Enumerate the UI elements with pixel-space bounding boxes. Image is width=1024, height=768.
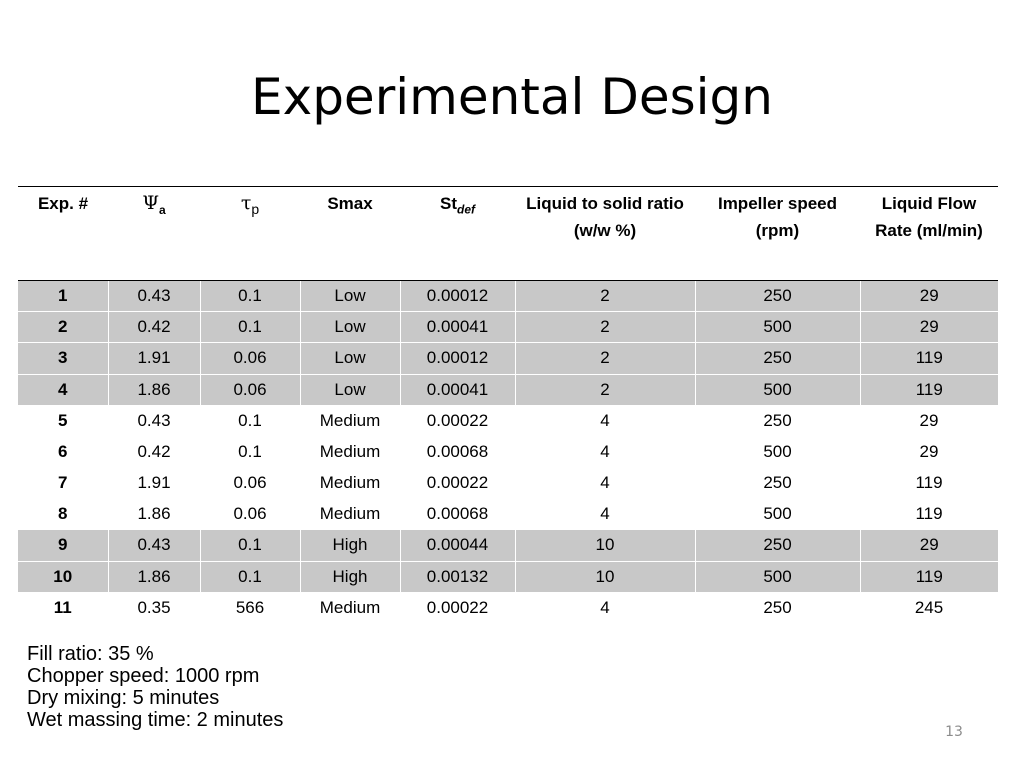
cell-liquid-flow-rate: 245 bbox=[860, 592, 998, 623]
cell-liquid-solid-ratio: 4 bbox=[515, 405, 695, 436]
table-row bbox=[18, 468, 998, 499]
cell-exp-number: 3 bbox=[18, 343, 108, 374]
table-body bbox=[18, 281, 998, 624]
cell-tau-p: 0.1 bbox=[200, 436, 300, 467]
note-wet-massing-time: Wet massing time: 2 minutes bbox=[27, 709, 284, 731]
cell-psi-a: 0.43 bbox=[108, 405, 200, 436]
cell-psi-a: 0.43 bbox=[108, 530, 200, 561]
cell-smax: High bbox=[300, 530, 400, 561]
cell-impeller-speed: 500 bbox=[695, 436, 860, 467]
page-number: 13 bbox=[945, 724, 963, 740]
cell-tau-p: 0.1 bbox=[200, 561, 300, 592]
cell-tau-p: 0.06 bbox=[200, 468, 300, 499]
cell-st-def: 0.00022 bbox=[400, 592, 515, 623]
header-liquid-solid-ratio: Liquid to solid ratio (w/w %) bbox=[515, 187, 695, 281]
cell-liquid-flow-rate: 119 bbox=[860, 499, 998, 530]
cell-smax: Low bbox=[300, 281, 400, 312]
cell-smax: Low bbox=[300, 374, 400, 405]
table-row bbox=[18, 312, 998, 343]
cell-st-def: 0.00041 bbox=[400, 374, 515, 405]
cell-smax: Medium bbox=[300, 436, 400, 467]
cell-tau-p: 566 bbox=[200, 592, 300, 623]
cell-impeller-speed: 500 bbox=[695, 561, 860, 592]
cell-exp-number: 1 bbox=[18, 281, 108, 312]
cell-exp-number: 6 bbox=[18, 436, 108, 467]
table-row bbox=[18, 281, 998, 312]
cell-exp-number: 11 bbox=[18, 592, 108, 623]
table-row bbox=[18, 405, 998, 436]
cell-smax: Medium bbox=[300, 592, 400, 623]
cell-psi-a: 1.86 bbox=[108, 374, 200, 405]
cell-psi-a: 1.86 bbox=[108, 499, 200, 530]
cell-tau-p: 0.1 bbox=[200, 312, 300, 343]
cell-exp-number: 8 bbox=[18, 499, 108, 530]
table-row bbox=[18, 343, 998, 374]
table-row bbox=[18, 374, 998, 405]
cell-st-def: 0.00041 bbox=[400, 312, 515, 343]
cell-liquid-flow-rate: 29 bbox=[860, 405, 998, 436]
cell-psi-a: 1.91 bbox=[108, 468, 200, 499]
cell-st-def: 0.00068 bbox=[400, 499, 515, 530]
cell-smax: Low bbox=[300, 343, 400, 374]
table-row bbox=[18, 530, 998, 561]
cell-liquid-flow-rate: 119 bbox=[860, 374, 998, 405]
cell-impeller-speed: 250 bbox=[695, 405, 860, 436]
cell-exp-number: 10 bbox=[18, 561, 108, 592]
cell-exp-number: 7 bbox=[18, 468, 108, 499]
table-row bbox=[18, 436, 998, 467]
cell-liquid-solid-ratio: 2 bbox=[515, 343, 695, 374]
header-exp-number: Exp. # bbox=[18, 187, 108, 281]
cell-liquid-flow-rate: 119 bbox=[860, 343, 998, 374]
cell-smax: Medium bbox=[300, 468, 400, 499]
cell-psi-a: 0.42 bbox=[108, 436, 200, 467]
header-liquid-flow-rate: Liquid Flow Rate (ml/min) bbox=[860, 187, 998, 281]
cell-smax: Medium bbox=[300, 405, 400, 436]
cell-psi-a: 0.42 bbox=[108, 312, 200, 343]
cell-exp-number: 5 bbox=[18, 405, 108, 436]
cell-smax: Medium bbox=[300, 499, 400, 530]
cell-tau-p: 0.06 bbox=[200, 343, 300, 374]
cell-liquid-solid-ratio: 10 bbox=[515, 561, 695, 592]
table-header-row bbox=[18, 187, 998, 281]
header-smax: Smax bbox=[300, 187, 400, 281]
cell-impeller-speed: 500 bbox=[695, 312, 860, 343]
table-row bbox=[18, 561, 998, 592]
cell-impeller-speed: 500 bbox=[695, 499, 860, 530]
cell-smax: High bbox=[300, 561, 400, 592]
cell-impeller-speed: 250 bbox=[695, 530, 860, 561]
table-row bbox=[18, 499, 998, 530]
cell-liquid-solid-ratio: 4 bbox=[515, 592, 695, 623]
header-st-def: $St_{def}$ bbox=[400, 187, 515, 281]
cell-tau-p: 0.1 bbox=[200, 405, 300, 436]
cell-impeller-speed: 500 bbox=[695, 374, 860, 405]
experimental-design-table bbox=[18, 186, 999, 624]
cell-liquid-solid-ratio: 4 bbox=[515, 436, 695, 467]
cell-smax: Low bbox=[300, 312, 400, 343]
note-fill-ratio: Fill ratio: 35 % bbox=[27, 643, 154, 665]
cell-liquid-solid-ratio: 2 bbox=[515, 374, 695, 405]
cell-psi-a: 1.86 bbox=[108, 561, 200, 592]
cell-tau-p: 0.1 bbox=[200, 530, 300, 561]
cell-tau-p: 0.06 bbox=[200, 499, 300, 530]
slide-title: Experimental Design bbox=[251, 68, 773, 126]
cell-st-def: 0.00068 bbox=[400, 436, 515, 467]
cell-liquid-solid-ratio: 2 bbox=[515, 281, 695, 312]
cell-psi-a: 1.91 bbox=[108, 343, 200, 374]
cell-st-def: 0.00044 bbox=[400, 530, 515, 561]
table-row bbox=[18, 592, 998, 623]
cell-liquid-solid-ratio: 4 bbox=[515, 499, 695, 530]
cell-exp-number: 2 bbox=[18, 312, 108, 343]
cell-exp-number: 4 bbox=[18, 374, 108, 405]
cell-impeller-speed: 250 bbox=[695, 281, 860, 312]
cell-exp-number: 9 bbox=[18, 530, 108, 561]
cell-liquid-flow-rate: 29 bbox=[860, 312, 998, 343]
cell-liquid-flow-rate: 119 bbox=[860, 468, 998, 499]
cell-liquid-flow-rate: 29 bbox=[860, 530, 998, 561]
cell-liquid-flow-rate: 29 bbox=[860, 436, 998, 467]
cell-st-def: 0.00012 bbox=[400, 343, 515, 374]
cell-st-def: 0.00012 bbox=[400, 281, 515, 312]
header-psi-a: $\Psi_a$ bbox=[108, 187, 200, 281]
cell-liquid-flow-rate: 29 bbox=[860, 281, 998, 312]
cell-tau-p: 0.1 bbox=[200, 281, 300, 312]
cell-impeller-speed: 250 bbox=[695, 592, 860, 623]
cell-psi-a: 0.43 bbox=[108, 281, 200, 312]
header-impeller-speed: Impeller speed (rpm) bbox=[695, 187, 860, 281]
cell-psi-a: 0.35 bbox=[108, 592, 200, 623]
cell-liquid-flow-rate: 119 bbox=[860, 561, 998, 592]
cell-liquid-solid-ratio: 2 bbox=[515, 312, 695, 343]
cell-liquid-solid-ratio: 4 bbox=[515, 468, 695, 499]
experiment-notes bbox=[27, 643, 283, 731]
cell-st-def: 0.00022 bbox=[400, 405, 515, 436]
cell-impeller-speed: 250 bbox=[695, 343, 860, 374]
header-tau-p: $\tau_p$ bbox=[200, 187, 300, 281]
cell-st-def: 0.00132 bbox=[400, 561, 515, 592]
cell-tau-p: 0.06 bbox=[200, 374, 300, 405]
note-chopper-speed: Chopper speed: 1000 rpm bbox=[27, 665, 260, 687]
cell-liquid-solid-ratio: 10 bbox=[515, 530, 695, 561]
cell-impeller-speed: 250 bbox=[695, 468, 860, 499]
note-dry-mixing: Dry mixing: 5 minutes bbox=[27, 687, 220, 709]
cell-st-def: 0.00022 bbox=[400, 468, 515, 499]
